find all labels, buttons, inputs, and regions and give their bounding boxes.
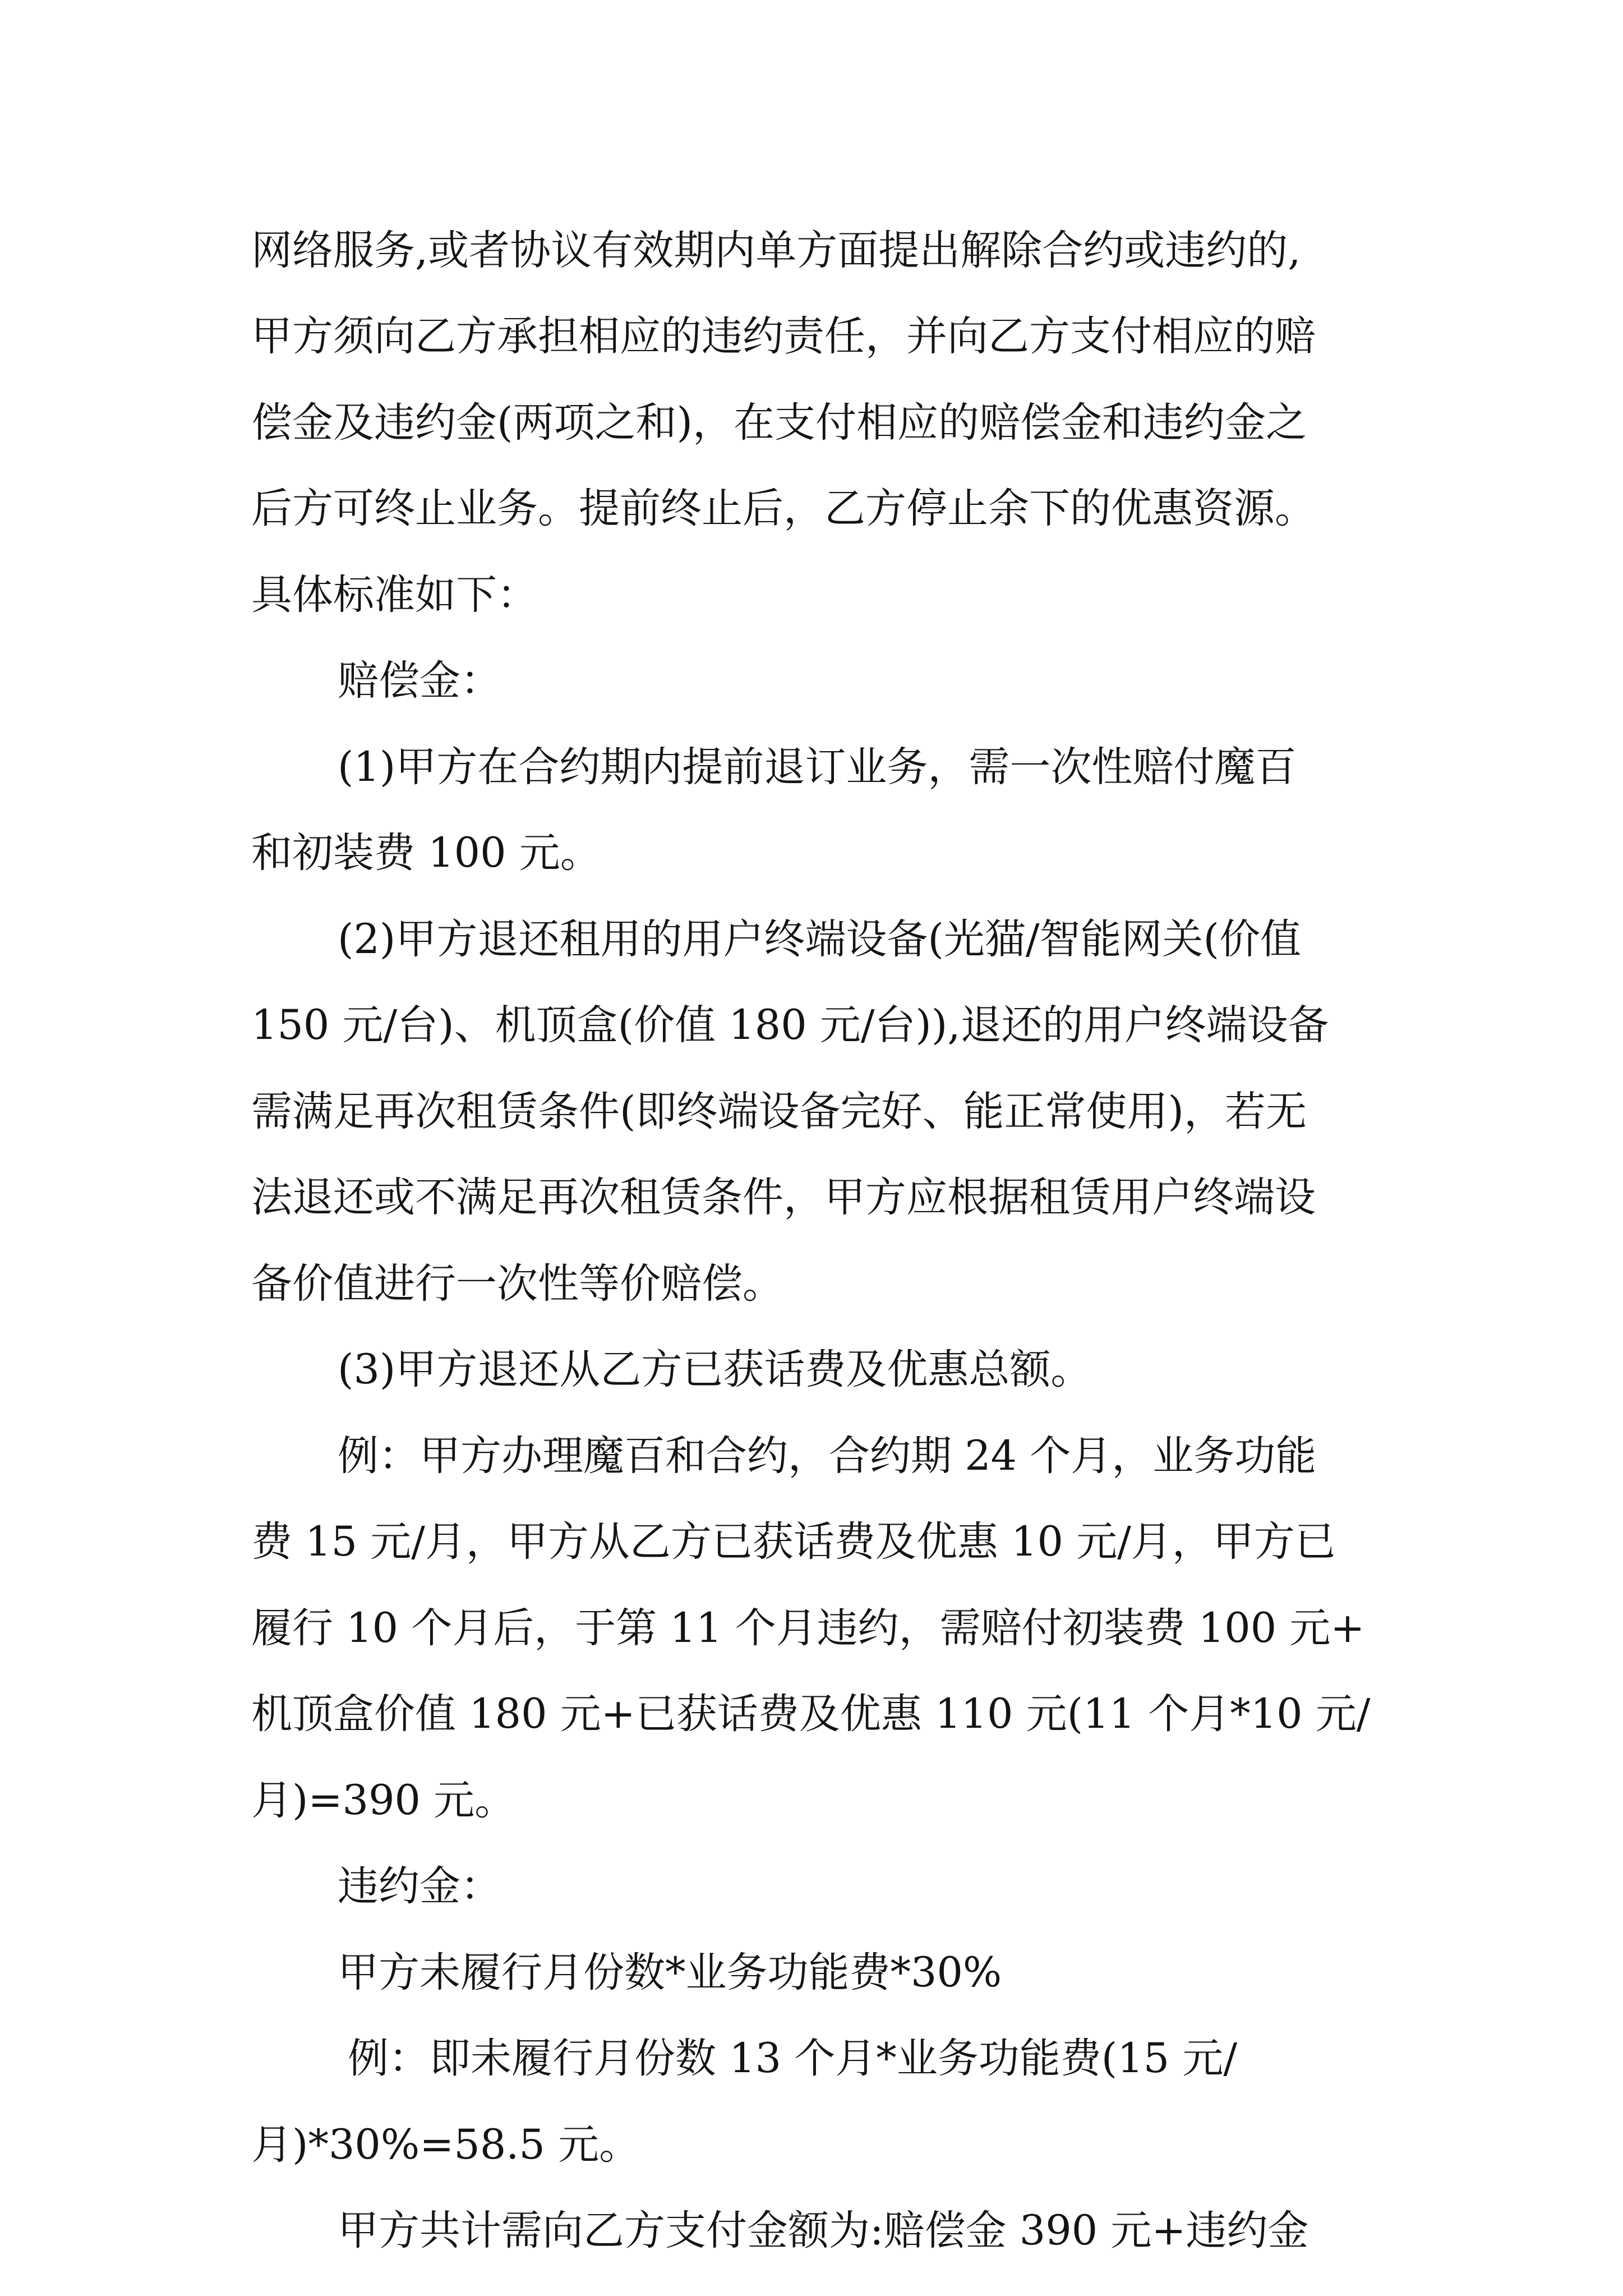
text-line: 和初装费 100 元。 <box>251 829 601 877</box>
text-line: 法退还或不满足再次租赁条件，甲方应根据租赁用户终端设 <box>251 1174 1316 1221</box>
text-line: 具体标准如下： <box>251 571 538 619</box>
text-line: 150 元/台)、机顶盒(价值 180 元/台)),退还的用户终端设备 <box>251 1001 1329 1049</box>
text-line: 备价值进行一次性等价赔偿。 <box>251 1260 783 1308</box>
section-heading: 违约金： <box>338 1862 501 1910</box>
section-heading: 赔偿金： <box>338 657 501 705</box>
text-line: (2)甲方退还租用的用户终端设备(光猫/智能网关(价值 <box>338 915 1301 963</box>
text-line: 后方可终止业务。提前终止后，乙方停止余下的优惠资源。 <box>251 485 1316 532</box>
text-line: 甲方须向乙方承担相应的违约责任，并向乙方支付相应的赔 <box>251 312 1316 360</box>
text-line: 费 15 元/月，甲方从乙方已获话费及优惠 10 元/月，甲方已 <box>251 1518 1336 1566</box>
text-line: 例：即未履行月份数 13 个月*业务功能费(15 元/ <box>348 2035 1237 2082</box>
text-line: 需满足再次租赁条件(即终端设备完好、能正常使用)，若无 <box>251 1088 1307 1135</box>
text-line: 机顶盒价值 180 元+已获话费及优惠 110 元(11 个月*10 元/ <box>251 1690 1371 1738</box>
formula-line: 甲方未履行月份数*业务功能费*30% <box>338 1949 1002 1996</box>
text-line: 月)=390 元。 <box>251 1777 516 1824</box>
text-line: 甲方共计需向乙方支付金额为:赔偿金 390 元+违约金 <box>338 2207 1309 2254</box>
text-line: 月)*30%=58.5 元。 <box>251 2121 640 2169</box>
text-line: (3)甲方退还从乙方已获话费及优惠总额。 <box>338 1346 1092 1393</box>
text-line: 偿金及违约金(两项之和)，在支付相应的赔偿金和违约金之 <box>251 399 1307 447</box>
text-line: 履行 10 个月后，于第 11 个月违约，需赔付初装费 100 元+ <box>251 1604 1365 1652</box>
text-line: 网络服务,或者协议有效期内单方面提出解除合约或违约的, <box>251 227 1301 274</box>
text-line: (1)甲方在合约期内提前退订业务，需一次性赔付魔百 <box>338 743 1297 791</box>
text-line: 例：甲方办理魔百和合约，合约期 24 个月，业务功能 <box>338 1432 1317 1480</box>
